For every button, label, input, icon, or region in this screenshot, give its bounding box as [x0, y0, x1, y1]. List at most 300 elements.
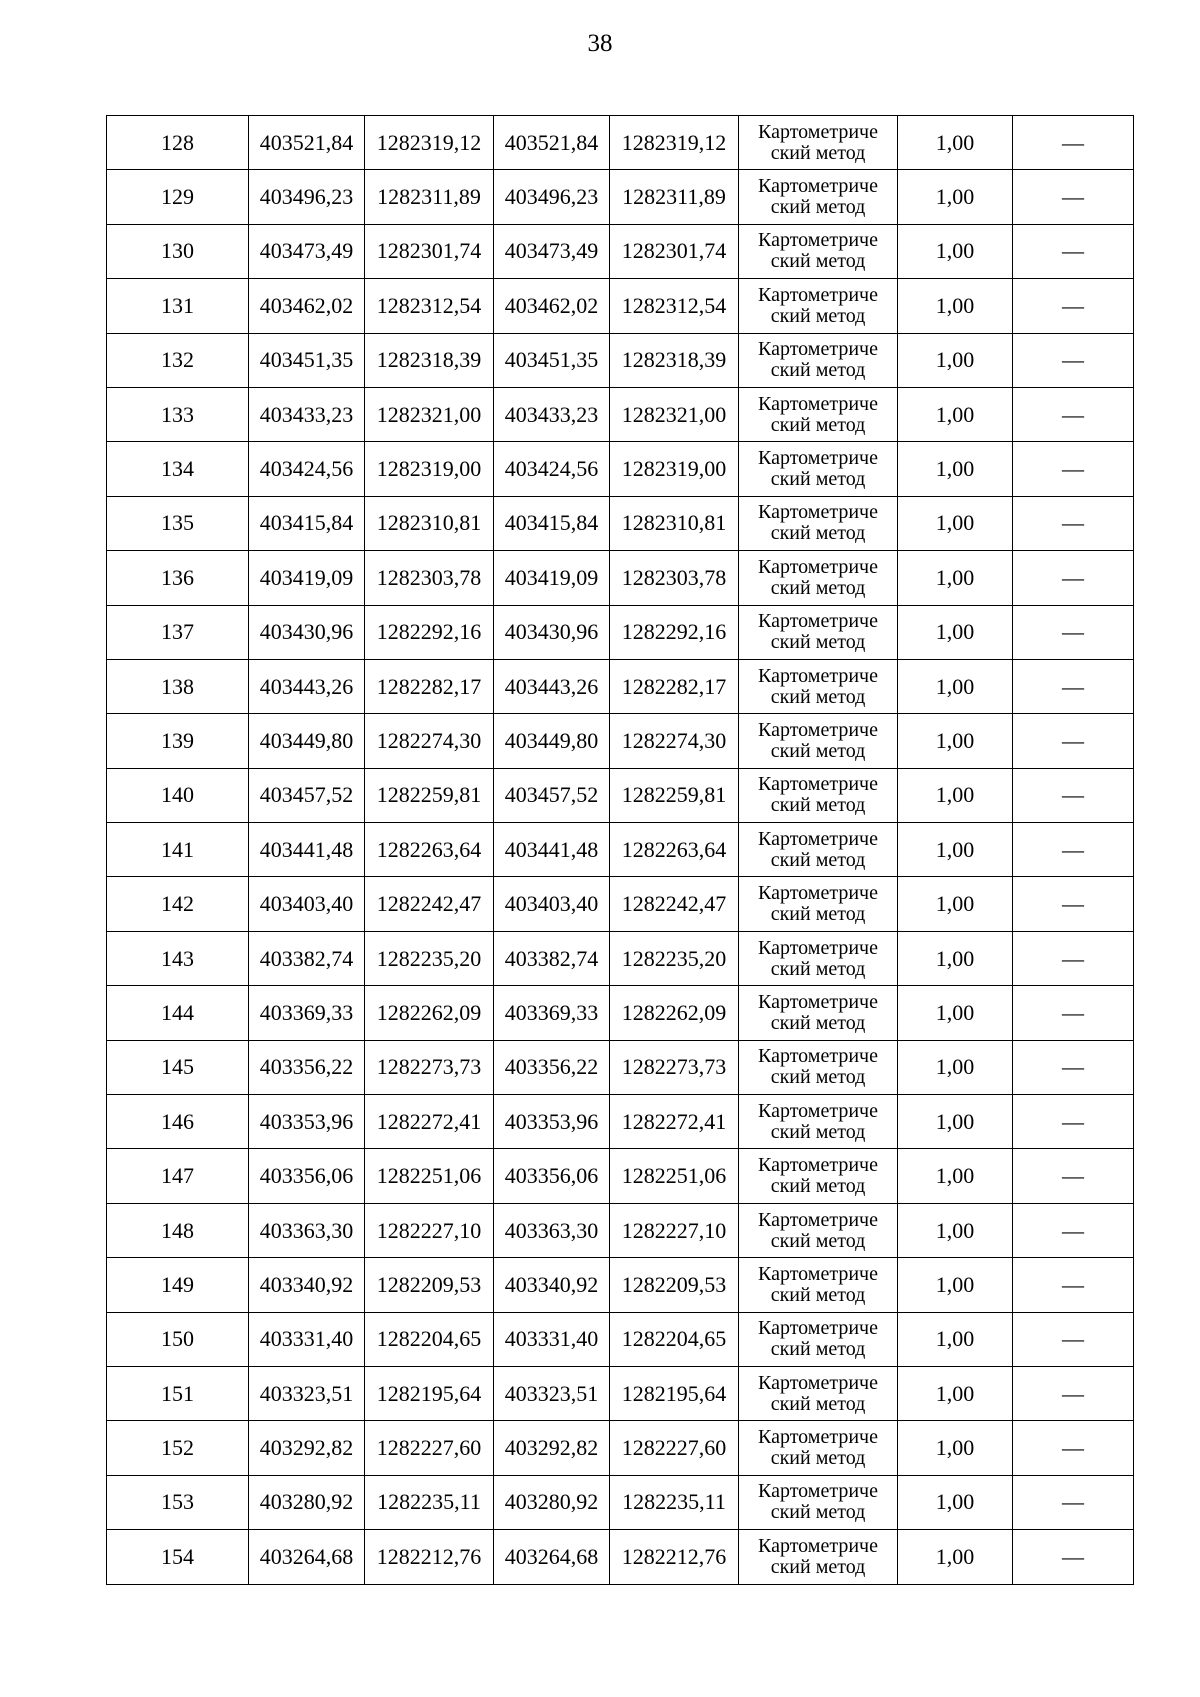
new-y-cell: 1282303,78	[610, 551, 739, 605]
table-row	[107, 659, 1134, 713]
accuracy-cell: 1,00	[898, 768, 1013, 822]
existing-x-cell: 403356,06	[249, 1149, 365, 1203]
method-text-line2: ский метод	[770, 1501, 866, 1524]
method-text-line2: ский метод	[770, 359, 866, 382]
new-y-cell: 1282282,17	[610, 659, 739, 713]
table-row	[107, 116, 1134, 170]
point-number-cell: 140	[107, 768, 249, 822]
new-y-cell: 1282227,60	[610, 1421, 739, 1475]
method-cell	[739, 1149, 898, 1203]
note-cell: —	[1013, 333, 1134, 387]
existing-y-cell: 1282274,30	[365, 714, 494, 768]
new-x-cell: 403356,06	[494, 1149, 610, 1203]
existing-y-cell: 1282195,64	[365, 1366, 494, 1420]
new-y-cell: 1282274,30	[610, 714, 739, 768]
existing-x-cell: 403415,84	[249, 496, 365, 550]
method-text-line1: Картометриче	[758, 1480, 878, 1503]
new-y-cell: 1282312,54	[610, 279, 739, 333]
existing-x-cell: 403419,09	[249, 551, 365, 605]
table-row	[107, 1421, 1134, 1475]
method-text-line1: Картометриче	[758, 555, 878, 578]
note-cell: —	[1013, 986, 1134, 1040]
new-x-cell: 403424,56	[494, 442, 610, 496]
existing-y-cell: 1282318,39	[365, 333, 494, 387]
note-cell: —	[1013, 116, 1134, 170]
method-text-line2: ский метод	[770, 739, 866, 762]
table-row	[107, 1040, 1134, 1094]
table-row	[107, 333, 1134, 387]
accuracy-cell: 1,00	[898, 1203, 1013, 1257]
note-cell: —	[1013, 1530, 1134, 1584]
note-cell: —	[1013, 1040, 1134, 1094]
method-text-line2: ский метод	[770, 685, 866, 708]
method-text-line2: ский метод	[770, 631, 866, 654]
accuracy-cell: 1,00	[898, 1149, 1013, 1203]
method-text-line2: ский метод	[770, 794, 866, 817]
note-cell: —	[1013, 1149, 1134, 1203]
new-y-cell: 1282227,10	[610, 1203, 739, 1257]
existing-x-cell: 403280,92	[249, 1475, 365, 1529]
note-cell: —	[1013, 877, 1134, 931]
table-row	[107, 551, 1134, 605]
point-number-cell: 151	[107, 1366, 249, 1420]
existing-y-cell: 1282301,74	[365, 224, 494, 278]
method-text-line2: ский метод	[770, 196, 866, 219]
point-number-cell: 144	[107, 986, 249, 1040]
table-row	[107, 1095, 1134, 1149]
new-x-cell: 403292,82	[494, 1421, 610, 1475]
existing-x-cell: 403443,26	[249, 659, 365, 713]
point-number-cell: 137	[107, 605, 249, 659]
point-number-cell: 136	[107, 551, 249, 605]
existing-y-cell: 1282272,41	[365, 1095, 494, 1149]
method-text-line2: ский метод	[770, 903, 866, 926]
existing-x-cell: 403292,82	[249, 1421, 365, 1475]
method-text-line1: Картометриче	[758, 773, 878, 796]
point-number-cell: 139	[107, 714, 249, 768]
existing-y-cell: 1282204,65	[365, 1312, 494, 1366]
existing-y-cell: 1282242,47	[365, 877, 494, 931]
method-text-line2: ский метод	[770, 1229, 866, 1252]
new-y-cell: 1282310,81	[610, 496, 739, 550]
method-text-line1: Картометриче	[758, 990, 878, 1013]
new-y-cell: 1282235,11	[610, 1475, 739, 1529]
accuracy-cell: 1,00	[898, 1095, 1013, 1149]
method-text-line1: Картометриче	[758, 338, 878, 361]
point-number-cell: 154	[107, 1530, 249, 1584]
new-y-cell: 1282251,06	[610, 1149, 739, 1203]
note-cell: —	[1013, 1312, 1134, 1366]
new-y-cell: 1282292,16	[610, 605, 739, 659]
table-row	[107, 1530, 1134, 1584]
point-number-cell: 143	[107, 931, 249, 985]
note-cell: —	[1013, 768, 1134, 822]
table-row	[107, 496, 1134, 550]
new-y-cell: 1282262,09	[610, 986, 739, 1040]
method-cell	[739, 1095, 898, 1149]
table-row	[107, 1475, 1134, 1529]
existing-y-cell: 1282212,76	[365, 1530, 494, 1584]
new-x-cell: 403382,74	[494, 931, 610, 985]
note-cell: —	[1013, 1203, 1134, 1257]
method-text-line2: ский метод	[770, 141, 866, 164]
method-text-line1: Картометриче	[758, 936, 878, 959]
existing-x-cell: 403340,92	[249, 1258, 365, 1312]
note-cell: —	[1013, 442, 1134, 496]
existing-x-cell: 403521,84	[249, 116, 365, 170]
table-row	[107, 768, 1134, 822]
method-cell	[739, 1530, 898, 1584]
method-text-line1: Картометриче	[758, 1262, 878, 1285]
method-cell	[739, 496, 898, 550]
note-cell: —	[1013, 170, 1134, 224]
method-text-line1: Картометриче	[758, 827, 878, 850]
existing-y-cell: 1282319,12	[365, 116, 494, 170]
new-y-cell: 1282263,64	[610, 823, 739, 877]
point-number-cell: 148	[107, 1203, 249, 1257]
existing-y-cell: 1282259,81	[365, 768, 494, 822]
method-text-line2: ский метод	[770, 522, 866, 545]
method-cell	[739, 1366, 898, 1420]
existing-y-cell: 1282273,73	[365, 1040, 494, 1094]
new-x-cell: 403363,30	[494, 1203, 610, 1257]
existing-y-cell: 1282209,53	[365, 1258, 494, 1312]
method-text-line1: Картометриче	[758, 392, 878, 415]
note-cell: —	[1013, 1258, 1134, 1312]
new-x-cell: 403356,22	[494, 1040, 610, 1094]
coordinates-table	[106, 115, 1134, 1585]
new-y-cell: 1282311,89	[610, 170, 739, 224]
new-x-cell: 403369,33	[494, 986, 610, 1040]
existing-x-cell: 403441,48	[249, 823, 365, 877]
method-text-line2: ский метод	[770, 250, 866, 273]
existing-x-cell: 403430,96	[249, 605, 365, 659]
method-text-line1: Картометриче	[758, 882, 878, 905]
point-number-cell: 134	[107, 442, 249, 496]
new-x-cell: 403419,09	[494, 551, 610, 605]
existing-x-cell: 403473,49	[249, 224, 365, 278]
new-y-cell: 1282301,74	[610, 224, 739, 278]
new-y-cell: 1282235,20	[610, 931, 739, 985]
method-text-line1: Картометриче	[758, 1317, 878, 1340]
existing-x-cell: 403369,33	[249, 986, 365, 1040]
new-x-cell: 403521,84	[494, 116, 610, 170]
method-text-line2: ский метод	[770, 304, 866, 327]
accuracy-cell: 1,00	[898, 1366, 1013, 1420]
new-x-cell: 403457,52	[494, 768, 610, 822]
existing-x-cell: 403462,02	[249, 279, 365, 333]
existing-x-cell: 403433,23	[249, 387, 365, 441]
table-row	[107, 605, 1134, 659]
accuracy-cell: 1,00	[898, 659, 1013, 713]
method-text-line1: Картометриче	[758, 1099, 878, 1122]
method-text-line2: ский метод	[770, 1120, 866, 1143]
note-cell: —	[1013, 931, 1134, 985]
new-y-cell: 1282319,00	[610, 442, 739, 496]
method-text-line2: ский метод	[770, 957, 866, 980]
note-cell: —	[1013, 279, 1134, 333]
accuracy-cell: 1,00	[898, 1475, 1013, 1529]
note-cell: —	[1013, 1475, 1134, 1529]
point-number-cell: 147	[107, 1149, 249, 1203]
method-cell	[739, 116, 898, 170]
method-text-line2: ский метод	[770, 468, 866, 491]
point-number-cell: 131	[107, 279, 249, 333]
accuracy-cell: 1,00	[898, 551, 1013, 605]
new-x-cell: 403496,23	[494, 170, 610, 224]
existing-y-cell: 1282263,64	[365, 823, 494, 877]
existing-x-cell: 403353,96	[249, 1095, 365, 1149]
accuracy-cell: 1,00	[898, 877, 1013, 931]
method-text-line1: Картометриче	[758, 283, 878, 306]
table-body	[107, 116, 1134, 1585]
new-x-cell: 403323,51	[494, 1366, 610, 1420]
existing-y-cell: 1282251,06	[365, 1149, 494, 1203]
accuracy-cell: 1,00	[898, 1312, 1013, 1366]
existing-x-cell: 403331,40	[249, 1312, 365, 1366]
method-text-line2: ский метод	[770, 1283, 866, 1306]
note-cell: —	[1013, 1421, 1134, 1475]
table-row	[107, 877, 1134, 931]
method-cell	[739, 986, 898, 1040]
existing-y-cell: 1282311,89	[365, 170, 494, 224]
note-cell: —	[1013, 496, 1134, 550]
method-cell	[739, 1258, 898, 1312]
table-row	[107, 931, 1134, 985]
new-x-cell: 403473,49	[494, 224, 610, 278]
table-row	[107, 1149, 1134, 1203]
method-text-line2: ский метод	[770, 576, 866, 599]
point-number-cell: 153	[107, 1475, 249, 1529]
existing-y-cell: 1282235,11	[365, 1475, 494, 1529]
method-text-line2: ский метод	[770, 848, 866, 871]
existing-x-cell: 403363,30	[249, 1203, 365, 1257]
method-text-line1: Картометриче	[758, 229, 878, 252]
accuracy-cell: 1,00	[898, 333, 1013, 387]
method-cell	[739, 714, 898, 768]
method-text-line1: Картометриче	[758, 1154, 878, 1177]
new-y-cell: 1282272,41	[610, 1095, 739, 1149]
existing-x-cell: 403382,74	[249, 931, 365, 985]
method-cell	[739, 659, 898, 713]
existing-y-cell: 1282292,16	[365, 605, 494, 659]
note-cell: —	[1013, 1095, 1134, 1149]
method-text-line2: ский метод	[770, 1338, 866, 1361]
new-x-cell: 403443,26	[494, 659, 610, 713]
method-cell	[739, 931, 898, 985]
point-number-cell: 129	[107, 170, 249, 224]
note-cell: —	[1013, 659, 1134, 713]
new-y-cell: 1282242,47	[610, 877, 739, 931]
accuracy-cell: 1,00	[898, 496, 1013, 550]
accuracy-cell: 1,00	[898, 1258, 1013, 1312]
table-row	[107, 1366, 1134, 1420]
point-number-cell: 149	[107, 1258, 249, 1312]
method-text-line1: Картометриче	[758, 1045, 878, 1068]
method-text-line1: Картометриче	[758, 610, 878, 633]
method-cell	[739, 224, 898, 278]
point-number-cell: 133	[107, 387, 249, 441]
new-x-cell: 403280,92	[494, 1475, 610, 1529]
method-text-line2: ский метод	[770, 1011, 866, 1034]
existing-y-cell: 1282227,10	[365, 1203, 494, 1257]
existing-x-cell: 403264,68	[249, 1530, 365, 1584]
new-y-cell: 1282273,73	[610, 1040, 739, 1094]
point-number-cell: 141	[107, 823, 249, 877]
point-number-cell: 146	[107, 1095, 249, 1149]
method-cell	[739, 1421, 898, 1475]
new-x-cell: 403433,23	[494, 387, 610, 441]
table-row	[107, 170, 1134, 224]
method-text-line1: Картометриче	[758, 664, 878, 687]
note-cell: —	[1013, 551, 1134, 605]
new-x-cell: 403449,80	[494, 714, 610, 768]
new-y-cell: 1282321,00	[610, 387, 739, 441]
method-cell	[739, 551, 898, 605]
new-y-cell: 1282204,65	[610, 1312, 739, 1366]
accuracy-cell: 1,00	[898, 714, 1013, 768]
new-y-cell: 1282195,64	[610, 1366, 739, 1420]
new-x-cell: 403340,92	[494, 1258, 610, 1312]
existing-y-cell: 1282310,81	[365, 496, 494, 550]
method-text-line1: Картометриче	[758, 175, 878, 198]
method-text-line2: ский метод	[770, 413, 866, 436]
existing-x-cell: 403323,51	[249, 1366, 365, 1420]
note-cell: —	[1013, 823, 1134, 877]
method-text-line1: Картометриче	[758, 120, 878, 143]
page-number: 38	[587, 30, 613, 57]
new-x-cell: 403353,96	[494, 1095, 610, 1149]
new-x-cell: 403415,84	[494, 496, 610, 550]
table-row	[107, 1312, 1134, 1366]
method-cell	[739, 605, 898, 659]
table-row	[107, 823, 1134, 877]
new-x-cell: 403441,48	[494, 823, 610, 877]
note-cell: —	[1013, 1366, 1134, 1420]
method-text-line2: ский метод	[770, 1175, 866, 1198]
new-x-cell: 403331,40	[494, 1312, 610, 1366]
accuracy-cell: 1,00	[898, 170, 1013, 224]
new-y-cell: 1282212,76	[610, 1530, 739, 1584]
existing-x-cell: 403449,80	[249, 714, 365, 768]
method-text-line1: Картометриче	[758, 1426, 878, 1449]
method-cell	[739, 387, 898, 441]
point-number-cell: 135	[107, 496, 249, 550]
point-number-cell: 150	[107, 1312, 249, 1366]
existing-y-cell: 1282262,09	[365, 986, 494, 1040]
table-row	[107, 224, 1134, 278]
accuracy-cell: 1,00	[898, 823, 1013, 877]
table-row	[107, 1203, 1134, 1257]
method-cell	[739, 279, 898, 333]
point-number-cell: 132	[107, 333, 249, 387]
note-cell: —	[1013, 387, 1134, 441]
method-text-line1: Картометриче	[758, 718, 878, 741]
accuracy-cell: 1,00	[898, 605, 1013, 659]
accuracy-cell: 1,00	[898, 986, 1013, 1040]
method-text-line1: Картометриче	[758, 1371, 878, 1394]
method-cell	[739, 1475, 898, 1529]
existing-x-cell: 403457,52	[249, 768, 365, 822]
table-row	[107, 714, 1134, 768]
new-y-cell: 1282319,12	[610, 116, 739, 170]
accuracy-cell: 1,00	[898, 931, 1013, 985]
accuracy-cell: 1,00	[898, 279, 1013, 333]
new-x-cell: 403430,96	[494, 605, 610, 659]
method-cell	[739, 823, 898, 877]
method-text-line1: Картометриче	[758, 501, 878, 524]
method-text-line2: ский метод	[770, 1066, 866, 1089]
table-row	[107, 279, 1134, 333]
method-text-line2: ский метод	[770, 1447, 866, 1470]
new-y-cell: 1282259,81	[610, 768, 739, 822]
method-cell	[739, 1203, 898, 1257]
method-cell	[739, 170, 898, 224]
method-text-line1: Картометриче	[758, 447, 878, 470]
new-x-cell: 403264,68	[494, 1530, 610, 1584]
accuracy-cell: 1,00	[898, 1530, 1013, 1584]
accuracy-cell: 1,00	[898, 387, 1013, 441]
table-row	[107, 442, 1134, 496]
point-number-cell: 130	[107, 224, 249, 278]
point-number-cell: 142	[107, 877, 249, 931]
existing-y-cell: 1282303,78	[365, 551, 494, 605]
point-number-cell: 145	[107, 1040, 249, 1094]
existing-y-cell: 1282321,00	[365, 387, 494, 441]
existing-x-cell: 403356,22	[249, 1040, 365, 1094]
point-number-cell: 138	[107, 659, 249, 713]
new-x-cell: 403403,40	[494, 877, 610, 931]
new-x-cell: 403462,02	[494, 279, 610, 333]
table-row	[107, 1258, 1134, 1312]
method-text-line2: ский метод	[770, 1555, 866, 1578]
note-cell: —	[1013, 714, 1134, 768]
method-text-line1: Картометриче	[758, 1208, 878, 1231]
accuracy-cell: 1,00	[898, 1421, 1013, 1475]
table-row	[107, 986, 1134, 1040]
new-y-cell: 1282318,39	[610, 333, 739, 387]
note-cell: —	[1013, 605, 1134, 659]
method-cell	[739, 442, 898, 496]
method-cell	[739, 333, 898, 387]
existing-y-cell: 1282235,20	[365, 931, 494, 985]
point-number-cell: 152	[107, 1421, 249, 1475]
method-cell	[739, 1040, 898, 1094]
existing-x-cell: 403424,56	[249, 442, 365, 496]
method-cell	[739, 768, 898, 822]
table-row	[107, 387, 1134, 441]
method-text-line1: Картометриче	[758, 1534, 878, 1557]
point-number-cell: 128	[107, 116, 249, 170]
new-y-cell: 1282209,53	[610, 1258, 739, 1312]
existing-x-cell: 403496,23	[249, 170, 365, 224]
accuracy-cell: 1,00	[898, 1040, 1013, 1094]
existing-y-cell: 1282227,60	[365, 1421, 494, 1475]
existing-x-cell: 403403,40	[249, 877, 365, 931]
existing-y-cell: 1282319,00	[365, 442, 494, 496]
existing-x-cell: 403451,35	[249, 333, 365, 387]
accuracy-cell: 1,00	[898, 224, 1013, 278]
existing-y-cell: 1282312,54	[365, 279, 494, 333]
accuracy-cell: 1,00	[898, 442, 1013, 496]
method-text-line2: ский метод	[770, 1392, 866, 1415]
method-cell	[739, 877, 898, 931]
new-x-cell: 403451,35	[494, 333, 610, 387]
note-cell: —	[1013, 224, 1134, 278]
method-cell	[739, 1312, 898, 1366]
accuracy-cell: 1,00	[898, 116, 1013, 170]
existing-y-cell: 1282282,17	[365, 659, 494, 713]
